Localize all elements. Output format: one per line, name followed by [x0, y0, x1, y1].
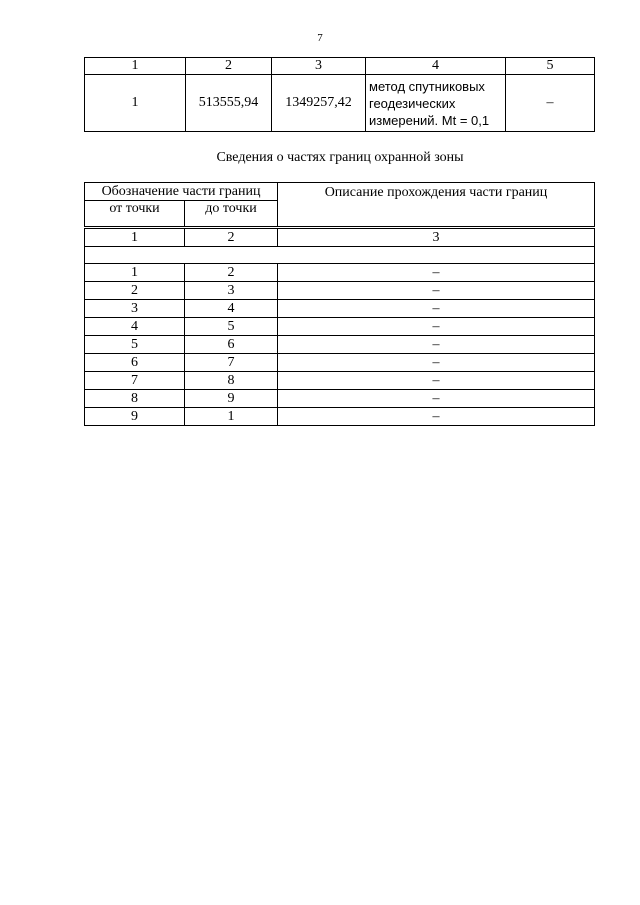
to-point-cell: 7 [185, 354, 278, 372]
description-cell: – [278, 372, 595, 390]
column-number-3: 3 [278, 228, 595, 247]
page-number: 7 [317, 32, 323, 44]
method-line: геодезических [369, 95, 456, 111]
column-number-4: 4 [366, 58, 506, 75]
coordinates-table [84, 57, 595, 132]
empty-cell [85, 247, 595, 264]
from-point-cell: 2 [85, 282, 185, 300]
boundary-parts-table [84, 182, 595, 426]
to-point-cell: 5 [185, 318, 278, 336]
description-cell: – [278, 390, 595, 408]
from-point-cell: 7 [85, 372, 185, 390]
coordinates-header-row [85, 58, 595, 75]
column-number-1: 1 [85, 58, 186, 75]
to-point-cell: 9 [185, 390, 278, 408]
section-title: Сведения о частях границ охранной зоны [216, 150, 464, 165]
description-cell: – [278, 336, 595, 354]
description-cell: – [278, 282, 595, 300]
to-point-cell: 8 [185, 372, 278, 390]
table-row [85, 264, 595, 282]
parts-rows [85, 264, 595, 426]
from-point-cell: 9 [85, 408, 185, 426]
column-number-1: 1 [85, 228, 185, 247]
from-point-cell: 1 [85, 264, 185, 282]
table-row [85, 408, 595, 426]
column-number-5: 5 [506, 58, 595, 75]
header-description: Описание прохождения части границ [278, 183, 595, 228]
parts-header-row [85, 183, 595, 201]
method-line: измерений. Mt = 0,1 [369, 112, 490, 128]
table-row [85, 372, 595, 390]
column-number-3: 3 [272, 58, 366, 75]
table-row [85, 336, 595, 354]
description-cell: – [278, 318, 595, 336]
to-point-cell: 4 [185, 300, 278, 318]
point-number: 1 [85, 75, 186, 132]
to-point-cell: 3 [185, 282, 278, 300]
to-point-cell: 1 [185, 408, 278, 426]
description-cell: – [278, 264, 595, 282]
from-point-cell: 6 [85, 354, 185, 372]
table-row [85, 390, 595, 408]
table-row [85, 300, 595, 318]
table-row [85, 318, 595, 336]
y-coordinate: 1349257,42 [272, 75, 366, 132]
table-row [85, 282, 595, 300]
from-point-cell: 3 [85, 300, 185, 318]
column-number-2: 2 [186, 58, 272, 75]
header-to-point: до точки [185, 201, 278, 228]
method-line: метод спутниковых [369, 78, 485, 94]
method-description [366, 75, 506, 132]
from-point-cell: 8 [85, 390, 185, 408]
to-point-cell: 2 [185, 264, 278, 282]
from-point-cell: 5 [85, 336, 185, 354]
column-5-value: – [506, 75, 595, 132]
description-cell: – [278, 300, 595, 318]
table-row [85, 354, 595, 372]
parts-empty-row [85, 247, 595, 264]
from-point-cell: 4 [85, 318, 185, 336]
parts-column-numbers [85, 228, 595, 247]
header-from-point: от точки [85, 201, 185, 228]
to-point-cell: 6 [185, 336, 278, 354]
description-cell: – [278, 354, 595, 372]
coordinates-data-row [85, 75, 595, 132]
header-boundary-designation: Обозначение части границ [85, 183, 278, 201]
x-coordinate: 513555,94 [186, 75, 272, 132]
column-number-2: 2 [185, 228, 278, 247]
description-cell: – [278, 408, 595, 426]
